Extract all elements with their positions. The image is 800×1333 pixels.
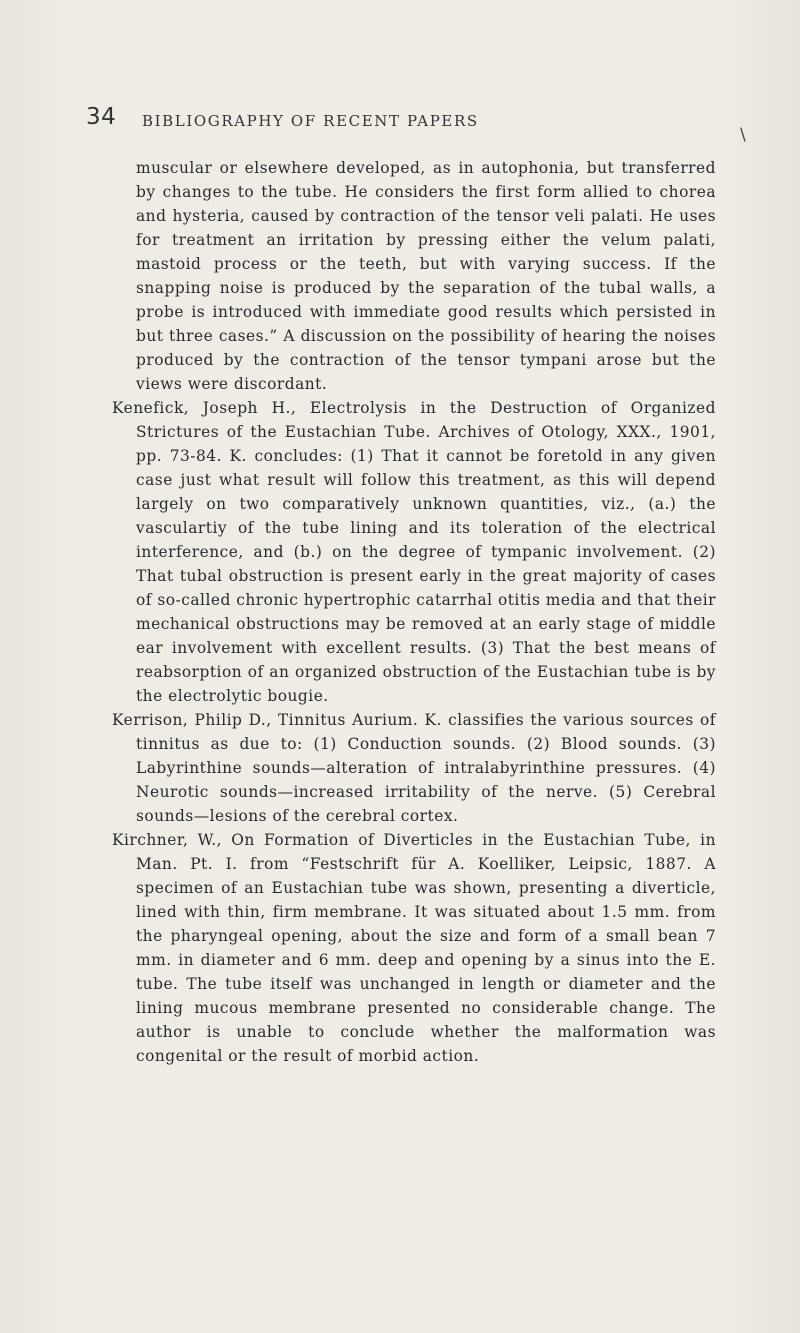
bibliography-entry-kirchner: Kirchner, W., On Formation of Diverticles in the Eustachian Tube, in Man. Pt. I. from “Festschrift für A. Koelliker, Leipsic, 1887. A specimen of an Eustachian tube was shown, presenting a diverticle, lined with thin, firm membrane. It was situated about 1.5 mm. from the pharyngeal opening, about the size and form of a small bean 7 mm. in diameter and 6 mm. deep and opening by a sinus into the E. tube. The tube itself was unchanged in length or diameter and the lining mucous membrane presented no considerable change. The author is unable to conclude whether the malformation was congenital or the result of morbid action.	[112, 831, 716, 1065]
page-header	[86, 104, 646, 144]
bibliography-text	[112, 156, 716, 1068]
margin-mark: \	[740, 125, 746, 145]
page-number: 34	[86, 104, 117, 130]
running-head: BIBLIOGRAPHY OF RECENT PAPERS	[142, 112, 479, 130]
bibliography-entry-kenefick: Kenefick, Joseph H., Electrolysis in the Destruction of Organized Strictures of the Eustachian Tube. Archives of Otology, XXX., 1901, pp. 73-84. K. concludes: (1) That it cannot be foretold in any given case just what result will follow this treatment, as this will depend largely on two comparatively unknown quantities, viz., (a.) the vasculartiy of the tube lining and its toleration of the electrical interference, and (b.) on the degree of tympanic involvement. (2) That tubal obstruction is present early in the great majority of cases of so-called chronic hypertrophic catarrhal otitis media and that their mechanical obstructions may be removed at an early stage of middle ear involvement with excellent results. (3) That the best means of reabsorption of an organized obstruction of the Eustachian tube is by the electrolytic bougie.	[112, 399, 716, 705]
bibliography-entry-kerrison: Kerrison, Philip D., Tinnitus Aurium. K. classifies the various sources of tinnitus as due to: (1) Conduction sounds. (2) Blood sounds. (3) Labyrinthine sounds—alteration of intralabyrinthine pressures. (4) Neurotic sounds—increased irritability of the nerve. (5) Cerebral sounds—lesions of the cerebral cortex.	[112, 711, 716, 825]
continued-entry-paragraph: muscular or elsewhere developed, as in autophonia, but transferred by changes to the tube. He considers the first form allied to chorea and hysteria, caused by contraction of the tensor veli palati. He uses for treatment an irritation by pressing either the velum palati, mastoid process or the teeth, but with varying success. If the snapping noise is produced by the separation of the tubal walls, a probe is introduced with immediate good results which persisted in but three cases.” A discussion on the possibility of hearing the noises produced by the contraction of the tensor tympani arose but the views were discordant.	[136, 159, 716, 393]
